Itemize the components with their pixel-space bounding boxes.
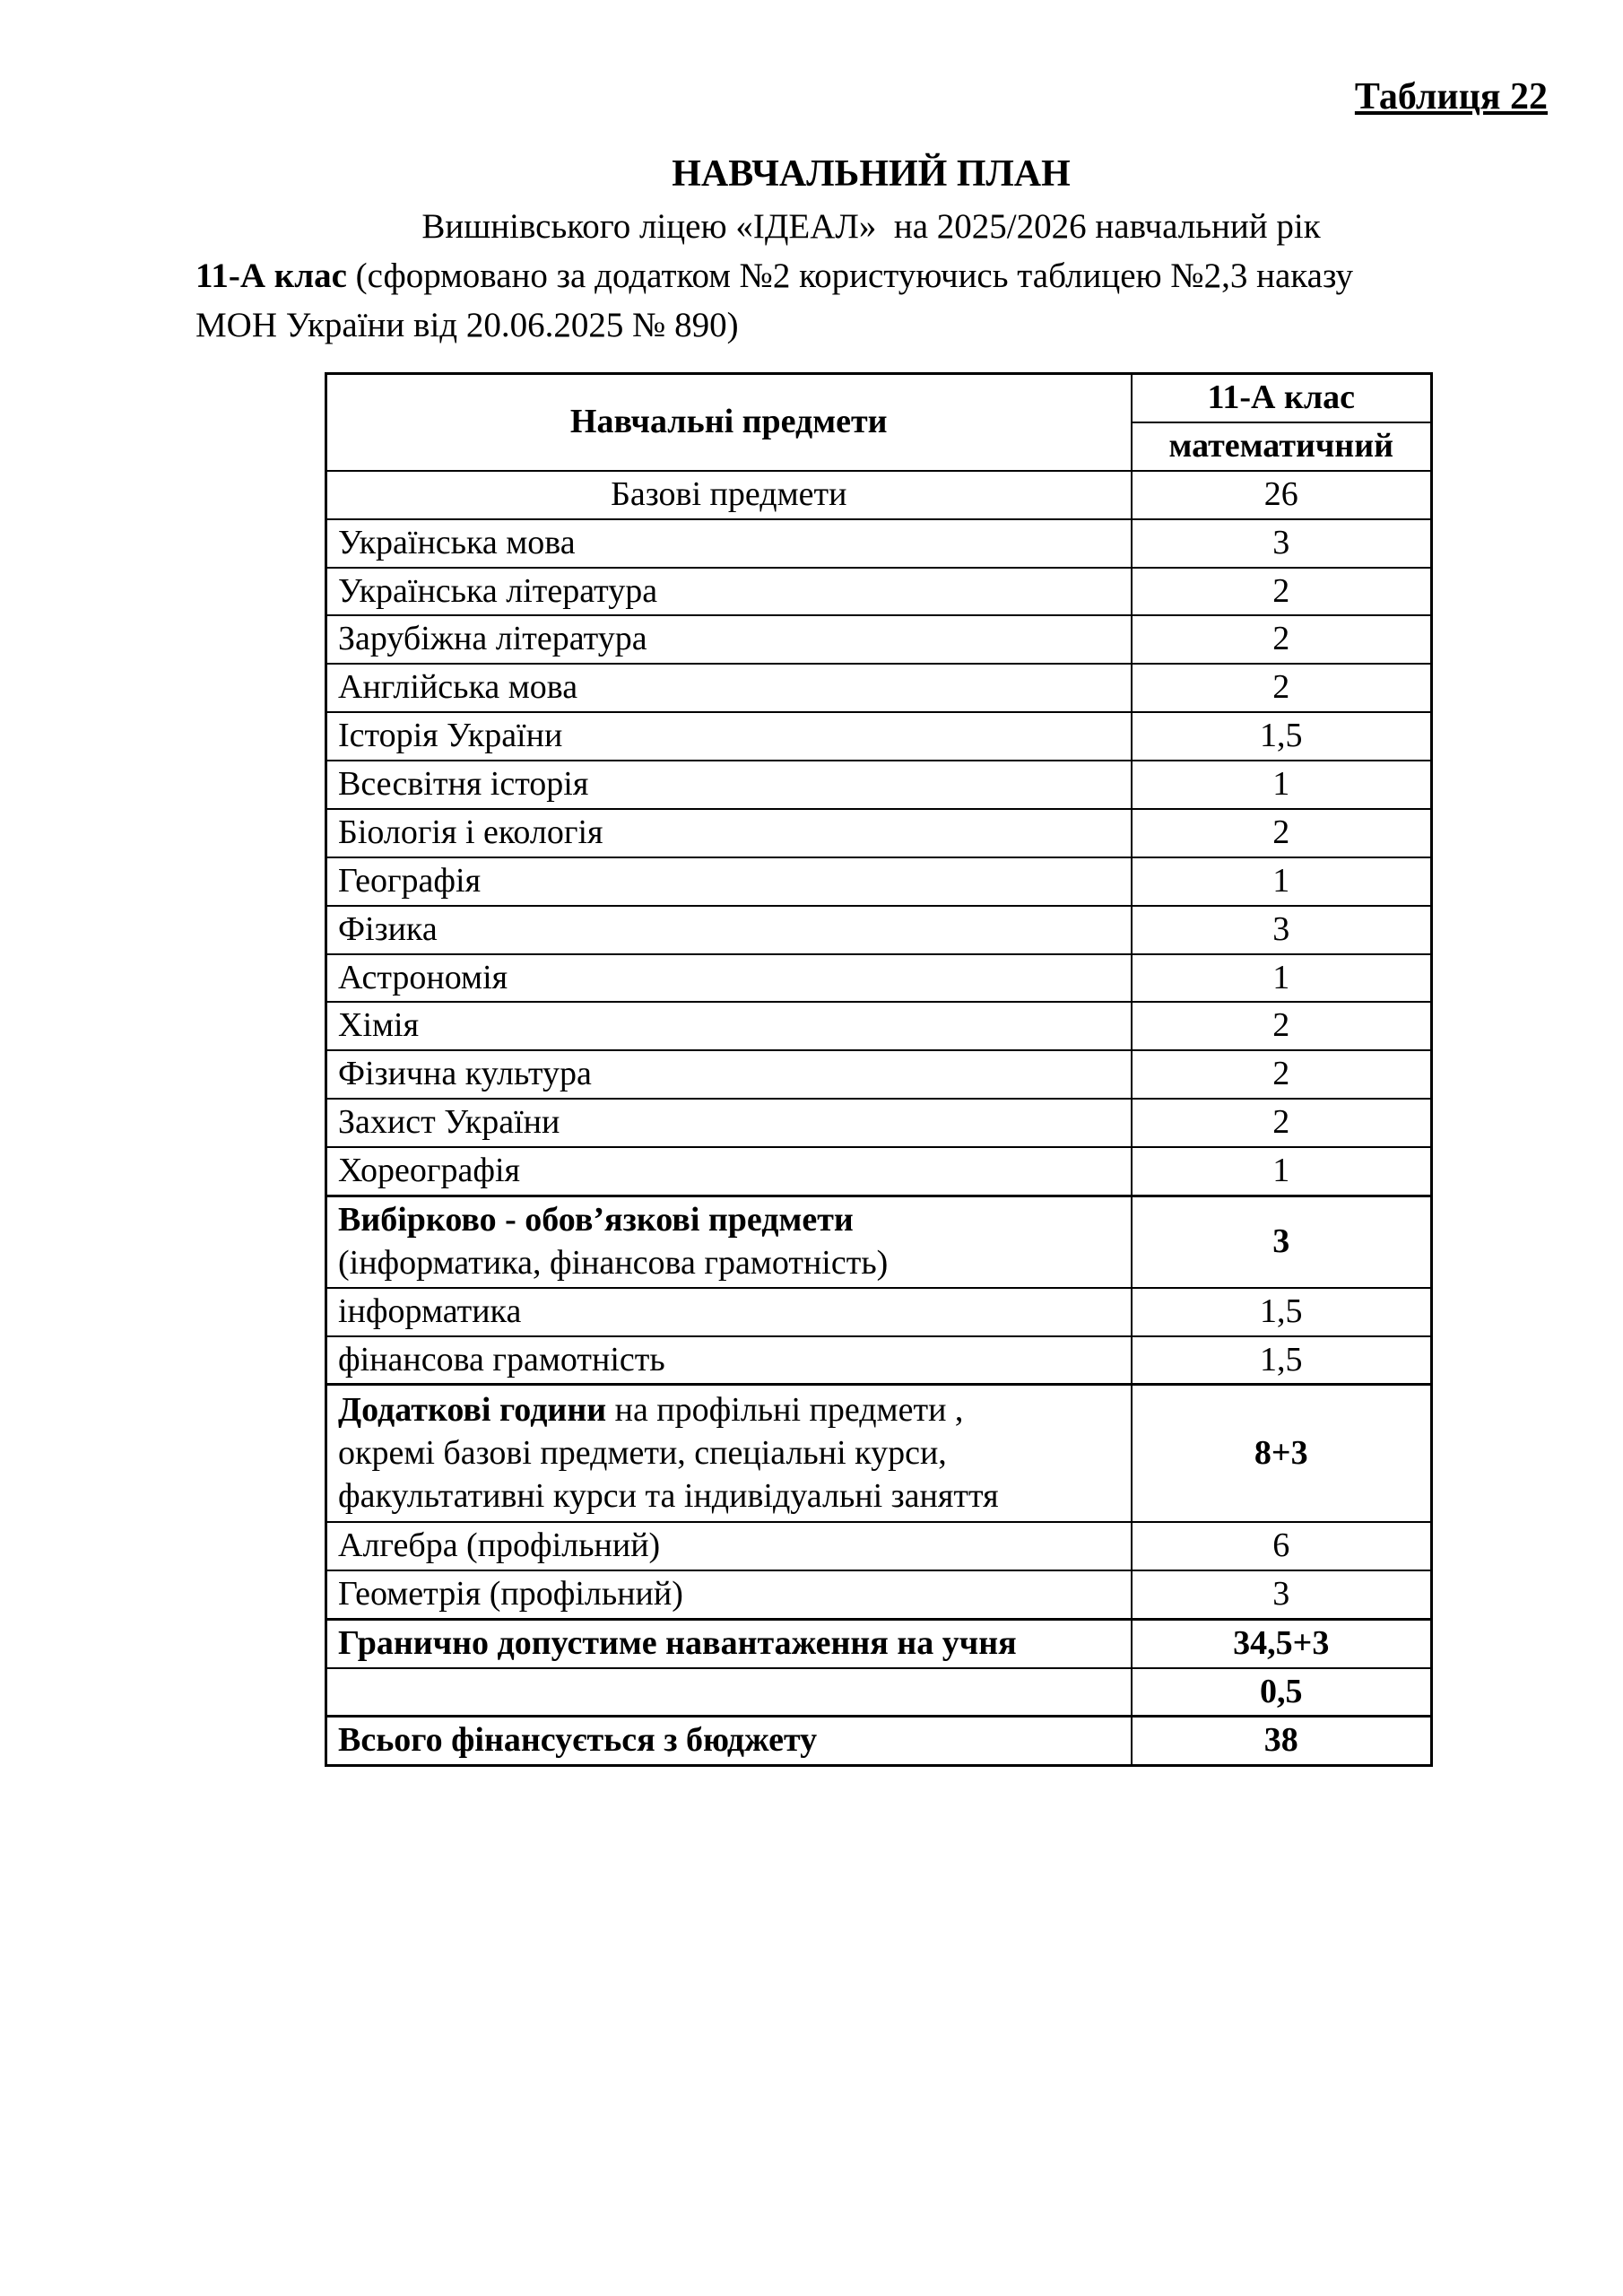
hours-cell: 1 [1132,857,1432,906]
subject-cell: Хореографія [326,1147,1132,1196]
subject-cell: Фізика [326,906,1132,954]
class-note-text: (сформовано за додатком №2 користуючись таблицею №2,3 наказу [346,257,1354,295]
hours-cell: 2 [1132,1002,1432,1050]
subject-cell: Англійська мова [326,664,1132,712]
hours-cell: 6 [1132,1522,1432,1570]
header-profile-cell: математичний [1132,422,1432,471]
subject-cell: Хімія [326,1002,1132,1050]
hours-cell: 8+3 [1132,1385,1432,1522]
subject-cell: Геометрія (профільний) [326,1570,1132,1619]
subtitle-class-line [195,256,1558,296]
elective-section-note: (інформатика, фінансова грамотність) [338,1243,889,1282]
hours-cell: 1,5 [1132,1288,1432,1336]
subject-cell: Історія України [326,712,1132,761]
table-row [326,568,1432,616]
table-row-extra [326,1668,1432,1717]
table-row [326,471,1432,519]
subject-cell: Українська література [326,568,1132,616]
curriculum-table [325,372,1433,1767]
table-row-additional-hours [326,1385,1432,1522]
hours-cell: 26 [1132,471,1432,519]
table-row [326,664,1432,712]
subject-cell: Базові предмети [326,471,1132,519]
table-row [326,1099,1432,1147]
hours-cell: 2 [1132,615,1432,664]
hours-cell: 34,5+3 [1132,1619,1432,1667]
subject-cell [326,1385,1132,1522]
hours-cell: 1 [1132,761,1432,809]
table-row-total-budget [326,1717,1432,1766]
subtitle-order-line: МОН України від 20.06.2025 № 890) [195,306,739,344]
subject-cell: фінансова грамотність [326,1336,1132,1385]
additional-hours-text-1: на профільні предмети , [606,1390,964,1429]
subject-cell: Зарубіжна література [326,615,1132,664]
hours-cell: 3 [1132,1570,1432,1619]
hours-cell: 2 [1132,809,1432,857]
table-row [326,1522,1432,1570]
table-row [326,1002,1432,1050]
table-row [326,761,1432,809]
table-row [326,712,1432,761]
subject-cell: Біологія і екологія [326,809,1132,857]
subject-cell: Всього фінансується з бюджету [326,1717,1132,1766]
table-row [326,906,1432,954]
table-row-elective-section [326,1196,1432,1287]
table-row [326,1336,1432,1385]
hours-cell: 3 [1132,519,1432,568]
additional-hours-text-3: факультативні курси та індивідуальні заняття [338,1476,999,1515]
additional-hours-text-2: окремі базові предмети, спеціальні курси, [338,1433,947,1472]
table-row [326,857,1432,906]
table-row [326,1570,1432,1619]
subject-cell [326,1196,1132,1287]
table-row [326,954,1432,1003]
hours-cell: 2 [1132,1099,1432,1147]
hours-cell: 3 [1132,1196,1432,1287]
subject-cell [326,1668,1132,1717]
subject-cell: Фізична культура [326,1050,1132,1099]
table-number-label: Таблиця 22 [1354,76,1548,117]
hours-cell: 2 [1132,568,1432,616]
subject-cell: Алгебра (профільний) [326,1522,1132,1570]
additional-hours-title: Додаткові години [338,1390,607,1429]
class-name-text: 11-А клас [195,257,347,295]
hours-cell: 1,5 [1132,712,1432,761]
subject-cell: Астрономія [326,954,1132,1003]
subject-cell: Географія [326,857,1132,906]
hours-cell: 38 [1132,1717,1432,1766]
header-subjects-cell: Навчальні предмети [326,374,1132,471]
table-row [326,1050,1432,1099]
hours-cell: 2 [1132,664,1432,712]
elective-section-title: Вибірково - обов’язкові предмети [338,1200,854,1239]
table-row [326,1288,1432,1336]
hours-cell: 1 [1132,1147,1432,1196]
page-title: НАВЧАЛЬНИЙ ПЛАН [672,153,1071,195]
table-row-max-load [326,1619,1432,1667]
table-row [326,809,1432,857]
table-row [326,1147,1432,1196]
header-class-cell: 11-А клас [1132,374,1432,422]
hours-cell: 1 [1132,954,1432,1003]
subtitle-school-year: Вишнівського ліцею «ІДЕАЛ» на 2025/2026 навчальний рік [421,207,1321,246]
subject-cell: Захист України [326,1099,1132,1147]
hours-cell: 3 [1132,906,1432,954]
hours-cell: 0,5 [1132,1668,1432,1717]
table-row [326,519,1432,568]
table-row [326,615,1432,664]
hours-cell: 1,5 [1132,1336,1432,1385]
subject-cell: Українська мова [326,519,1132,568]
subject-cell: інформатика [326,1288,1132,1336]
table-header-row [326,374,1432,422]
subject-cell: Гранично допустиме навантаження на учня [326,1619,1132,1667]
hours-cell: 2 [1132,1050,1432,1099]
subject-cell: Всесвітня історія [326,761,1132,809]
